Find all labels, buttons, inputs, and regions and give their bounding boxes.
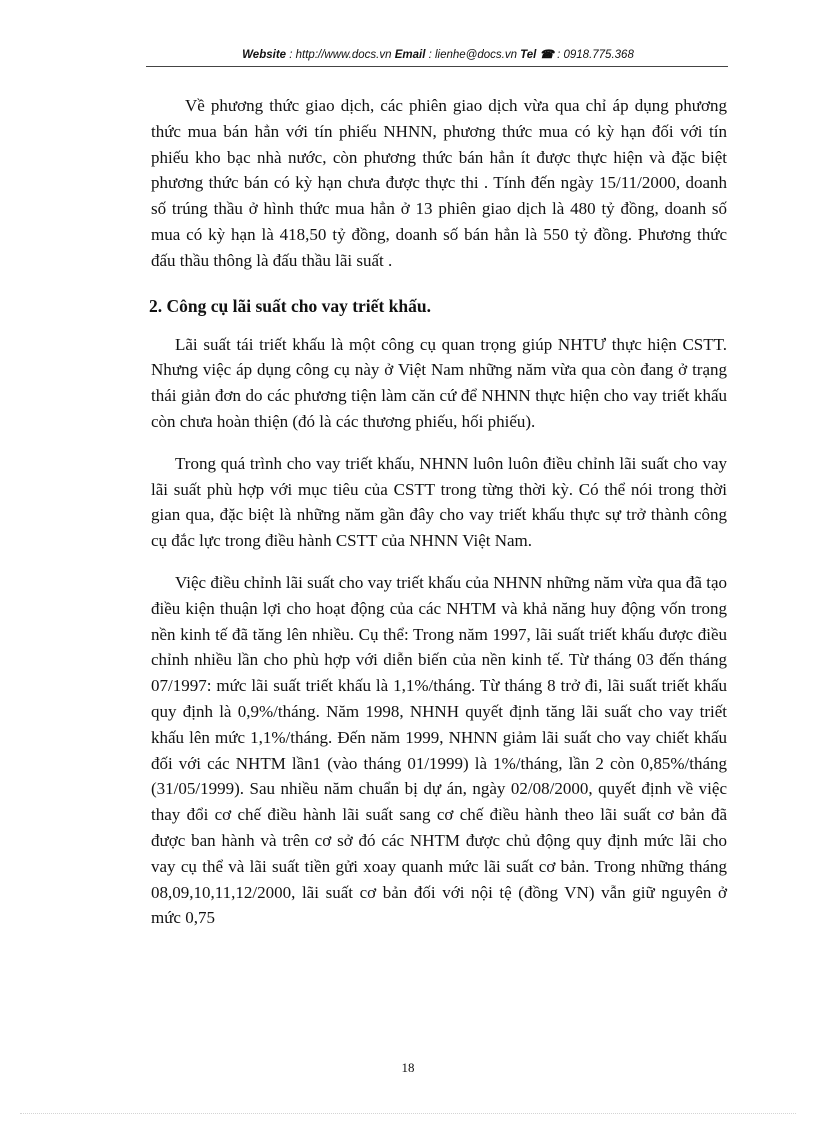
paragraph-discount-rate-intro: Lãi suất tái triết khấu là một công cụ quan trọng giúp NHTƯ thực hiện CSTT. Nhưng việc áp dụng công cụ này ở Việt Nam những năm vừa qua còn đang ở trạng thái giản đơn do các phương tiện làm căn cứ để NHNN thực hiện cho vay triết khấu còn chưa hoàn thiện (đó là các thương phiếu, hối phiếu). xyxy=(151,334,727,431)
page-header xyxy=(148,47,728,61)
phone-icon: ☎ xyxy=(539,49,554,61)
paragraph-transaction-methods: Về phương thức giao dịch, các phiên giao dịch vừa qua chỉ áp dụng phương thức mua bán hẳn với tín phiếu NHNN, phương thức mua có kỳ hạn đối với tín phiếu kho bạc nhà nước, còn phương thức bán hẳn ít được thực hiện và đặc biệt phương thức bán có kỳ hạn chưa được thực thi . Tính đến ngày 15/11/2000, doanh số trúng thầu ở hình thức mua hẳn ở 13 phiên giao dịch là 480 tỷ đồng, doanh số mua có kỳ hạn là 418,50 tỷ đồng, doanh số bán hẳn là 550 tỷ đồng. Phương thức đấu thầu thông là đấu thầu lãi suất . xyxy=(151,96,727,270)
tel-value: : 0918.775.368 xyxy=(553,49,634,61)
tel-label: Tel xyxy=(520,49,537,61)
section-heading: 2. Công cụ lãi suất cho vay triết khấu. xyxy=(149,295,431,316)
page-number: 18 xyxy=(401,1060,415,1075)
paragraph-discount-rate-adjustment: Trong quá trình cho vay triết khấu, NHNN luôn luôn điều chỉnh lãi suất cho vay lãi suất phù hợp với mục tiêu của CSTT trong từng thời kỳ. Có thể nói trong thời gian qua, đặc biệt là những năm gần đây cho vay triết khấu thực sự trở thành công cụ đắc lực trong điều hành CSTT của NHNN Việt Nam. xyxy=(151,453,727,551)
header-rule xyxy=(146,66,728,67)
footer-dotted-line xyxy=(20,1113,796,1114)
email-label: Email xyxy=(394,49,426,61)
paragraph-discount-rate-history: Việc điều chỉnh lãi suất cho vay triết khấu của NHNN những năm vừa qua đã tạo điều kiện thuận lợi cho hoạt động của các NHTM và khả năng huy động vốn trong nền kinh tế đã tăng lên nhiều. Cụ thể: Trong năm 1997, lãi suất triết khấu được điều chỉnh nhiều lần cho phù hợp với diễn biến của nền kinh tế. Từ tháng 03 đến tháng 07/1997: mức lãi suất triết khấu là 1,1%/tháng. Từ tháng 8 trở đi, lãi suất triết khấu quy định là 0,9%/tháng. Năm 1998, NHNH quyết định tăng lãi suất cho vay triết khấu lên mức 1,1%/tháng. Đến năm 1999, NHNN giảm lãi suất cho vay chiết khấu đối với các NHTM lần1 (vào tháng 01/1999) là 1%/tháng, lần 2 còn 0,85%/tháng (31/05/1999). Sau nhiều năm chuẩn bị dự án, ngày 02/08/2000, quyết định về việc thay đổi cơ chế điều hành lãi suất sang cơ chế điều hành theo lãi suất cơ bản đã được ban hành và trên cơ sở đó các NHTM được chủ động quy định mức lãi cho vay cụ thể và lãi suất tiền gửi xoay quanh mức lãi suất cơ bản. Trong những tháng 08,09,10,11,12/2000, lãi suất cơ bản đối với nội tệ (đồng VN) vẫn giữ nguyên ở mức 0,75 xyxy=(151,572,727,928)
document-body xyxy=(151,93,727,947)
email-value: : lienhe@docs.vn xyxy=(425,49,521,61)
website-label: Website xyxy=(242,49,287,61)
website-value: : http://www.docs.vn xyxy=(286,49,395,61)
